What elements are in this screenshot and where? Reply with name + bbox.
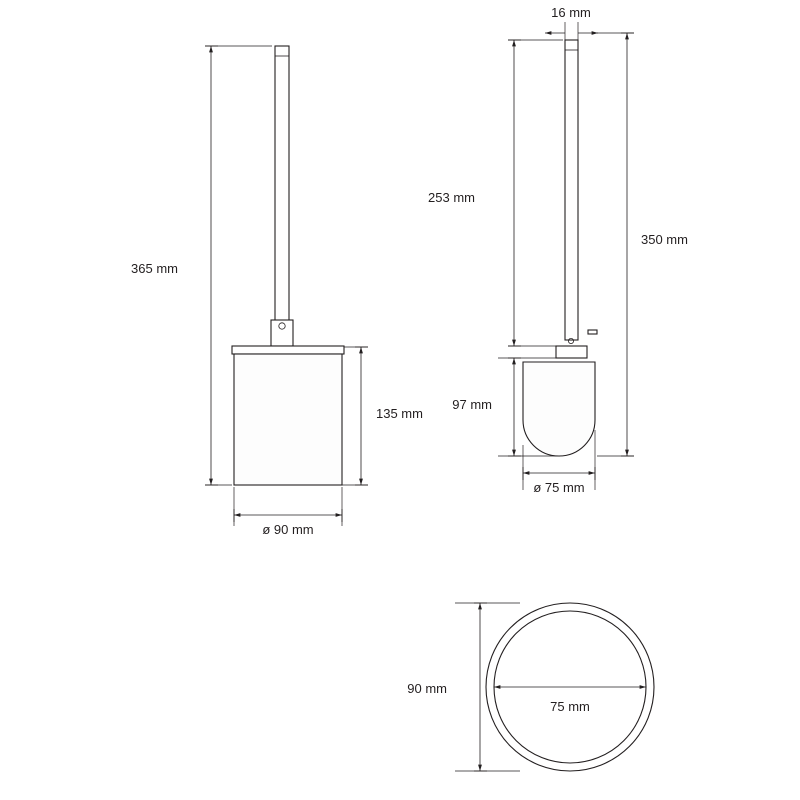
- dim-label-135: 135 mm: [376, 406, 423, 421]
- dim-label-front-diameter: ø 90 mm: [262, 522, 314, 537]
- dim-label-16: 16 mm: [551, 5, 591, 20]
- dim-label-365: 365 mm: [131, 261, 178, 276]
- dim-label-97: 97 mm: [452, 397, 492, 412]
- dim-label-350: 350 mm: [641, 232, 688, 247]
- dim-label-top-inner: 75 mm: [550, 699, 590, 714]
- dim-label-top-outer: 90 mm: [407, 681, 447, 696]
- dim-label-side-diameter: ø 75 mm: [533, 480, 585, 495]
- dim-label-253: 253 mm: [428, 190, 475, 205]
